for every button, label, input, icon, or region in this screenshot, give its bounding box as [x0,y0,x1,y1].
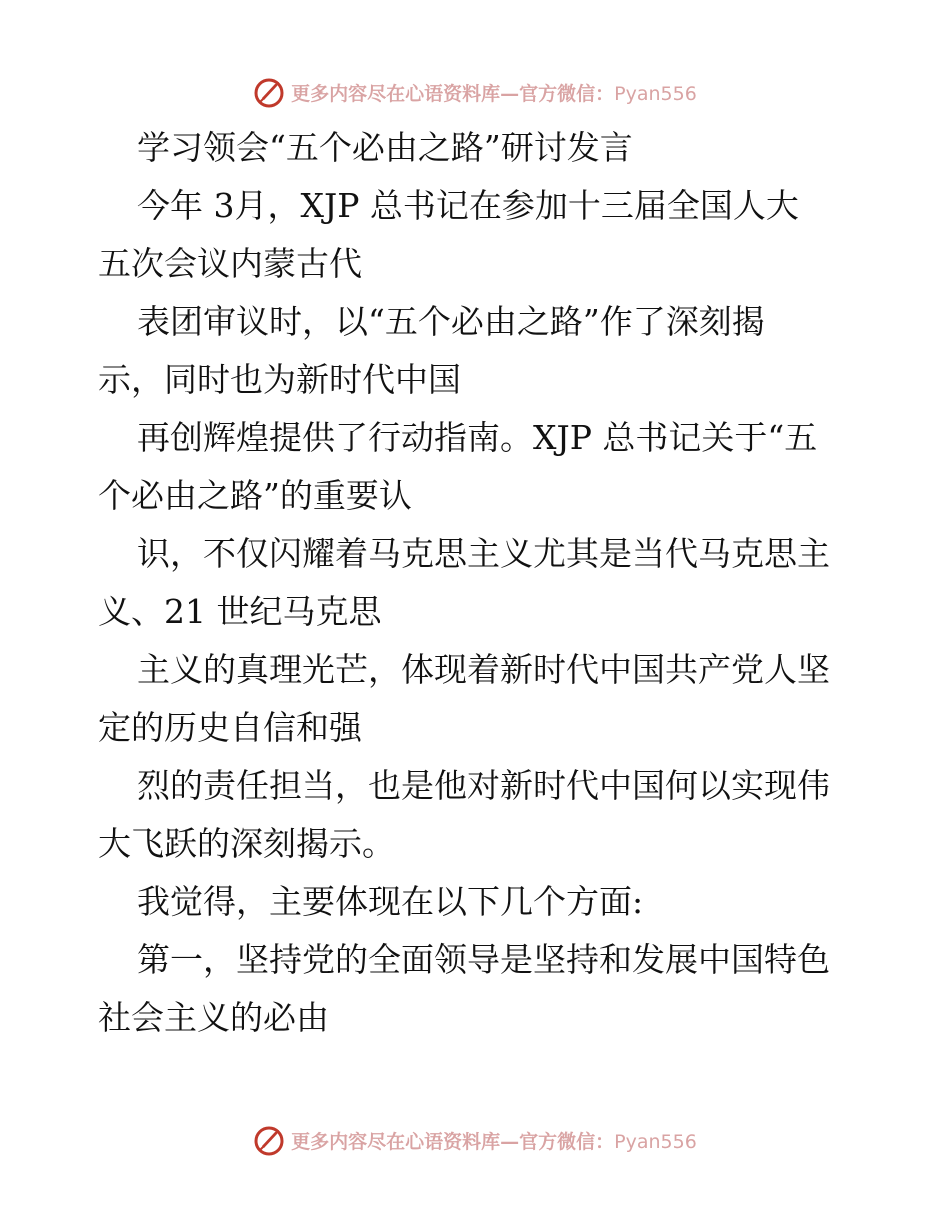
paragraph-line: 主义的真理光芒，体现着新时代中国共产党人坚 [137,650,830,689]
footer-watermark [0,1120,950,1160]
watermark-text: 更多内容尽在心语资料库—官方微信：Pyan556 [291,1130,697,1153]
header-watermark [0,72,950,112]
paragraph-line: 大飞跃的深刻揭示。 [98,824,395,863]
paragraph-line: 五次会议内蒙古代 [98,244,362,283]
paragraph-line: 再创辉煌提供了行动指南。XJP 总书记关于“五 [137,418,818,457]
paragraph-line: 个必由之路”的重要认 [98,476,412,515]
document-title: 学习领会“五个必由之路”研讨发言 [137,128,633,167]
paragraph-line: 第一，坚持党的全面领导是坚持和发展中国特色 [137,940,830,979]
paragraph-line: 今年 3月，XJP 总书记在参加十三届全国人大 [137,186,799,225]
paragraph-line: 烈的责任担当，也是他对新时代中国何以实现伟 [137,766,830,805]
paragraph-line: 义、21 世纪马克思 [98,592,382,631]
watermark-text: 更多内容尽在心语资料库—官方微信：Pyan556 [291,82,697,105]
paragraph-line: 定的历史自信和强 [98,708,362,747]
paragraph-line: 社会主义的必由 [98,998,329,1037]
quill-logo-icon [253,1124,285,1156]
quill-logo-icon [253,76,285,108]
paragraph-line: 示，同时也为新时代中国 [98,360,461,399]
paragraph-line: 我觉得，主要体现在以下几个方面: [137,882,644,921]
paragraph-line: 表团审议时，以“五个必由之路”作了深刻揭 [137,302,765,341]
paragraph-line: 识，不仅闪耀着马克思主义尤其是当代马克思主 [137,534,830,573]
